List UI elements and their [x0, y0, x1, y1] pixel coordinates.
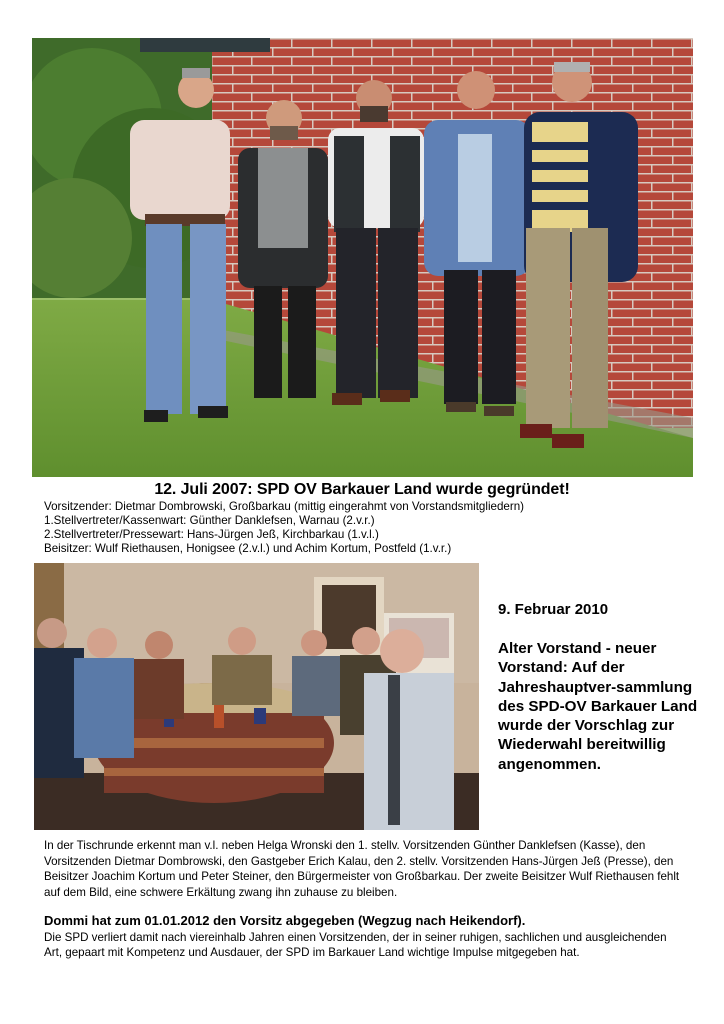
- section-description-2010: Alter Vorstand - neuer Vorstand: Auf der Jahreshauptver-sammlung des SPD-OV Barkauer Land wurde der Vorschlag zur Wiederwahl bereitwillig angenommen.: [498, 640, 698, 773]
- caption-line-second-deputy: 2.Stellvertreter/Pressewart: Hans-Jürgen Jeß, Kirchbarkau (1.v.l.): [44, 528, 379, 541]
- person-3: [328, 80, 424, 405]
- caption-line-first-deputy: 1.Stellvertreter/Kassenwart: Günther Danklefsen, Warnau (2.v.r.): [44, 514, 375, 527]
- section-date-2010: 9. Februar 2010: [498, 601, 609, 618]
- section-title-2007: 12. Juli 2007: SPD OV Barkauer Land wurde gegründet!: [154, 481, 570, 498]
- resignation-heading: Dommi hat zum 01.01.2012 den Vorsitz abgegeben (Wegzug nach Heikendorf).: [44, 913, 526, 928]
- meeting-caption: In der Tischrunde erkennt man v.l. neben Helga Wronski den 1. stellv. Vorsitzenden Günther Danklefsen (Kasse), den Vorsitzenden Dietmar Dombrowski, den Gastgeber Erich Kalau, den 2. stellv. Vorsitzenden Hans-Jürgen Jeß (Presse), den Beisitzer Joachim Kortum und Peter Steiner, den Bürgermeister von Großbarkau. Der zweite Beisitzer Wulf Riethausen fehlt auf dem Bild, eine schwere Erkältung zwang ihn zuhause zu bleiben.: [44, 839, 680, 899]
- caption-line-chairman: Vorsitzender: Dietmar Dombrowski, Großbarkau (mittig eingerahmt von Vorstandsmitgliedern): [44, 500, 525, 513]
- group-photo-2007: [32, 38, 693, 477]
- resignation-text: Die SPD verliert damit nach viereinhalb Jahren einen Vorsitzenden, der in seiner ruhigen, sachlichen und ausgleichenden Art, gepaart mit Kompetenz und Ausdauer, der SPD im Barkauer Land wichtige Impulse mitgegeben hat.: [44, 931, 667, 960]
- meeting-photo-2010: [34, 563, 479, 830]
- caption-line-assessors: Beisitzer: Wulf Riethausen, Honigsee (2.v.l.) und Achim Kortum, Postfeld (1.v.r.): [44, 542, 452, 555]
